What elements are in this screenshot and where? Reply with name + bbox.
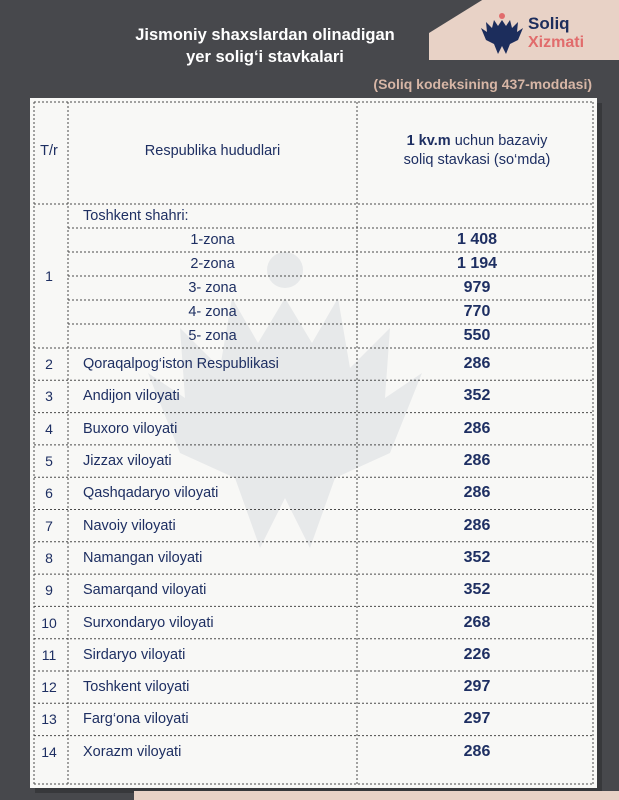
title-line-1: Jismoniy shaxslardan olinadigan — [135, 26, 395, 44]
region-rate: 286 — [463, 452, 491, 470]
region-rate: 352 — [463, 548, 491, 566]
region-name: Buxoro viloyati — [83, 420, 178, 437]
row-number: 13 — [41, 711, 57, 728]
row-number: 9 — [45, 582, 53, 599]
row-number: 2 — [45, 356, 53, 373]
row-number: 12 — [41, 679, 57, 696]
zone-name: 5- zona — [188, 328, 237, 344]
row-number: 8 — [45, 549, 53, 566]
logo-word-xizmati: Xizmati — [528, 34, 585, 51]
region-name: Xorazm viloyati — [83, 743, 182, 760]
region-rate: 286 — [463, 742, 491, 760]
row-number: 7 — [45, 517, 53, 534]
page-title — [95, 24, 435, 68]
region-name: Qashqadaryo viloyati — [83, 485, 219, 502]
region-name: Sirdaryo viloyati — [83, 646, 186, 663]
region-rate: 352 — [463, 581, 491, 599]
region-name: Qoraqalpog‘iston Respublikasi — [83, 356, 279, 373]
region-rate: 352 — [463, 387, 491, 405]
zone-rate: 550 — [463, 327, 491, 344]
zone-rate: 770 — [463, 303, 491, 320]
header-rate-unit: 1 kv.m — [406, 133, 451, 149]
bottom-decoration — [134, 791, 619, 800]
row-number: 14 — [41, 743, 57, 760]
header-rate-line-1 — [404, 132, 551, 151]
region-rate: 297 — [463, 710, 491, 728]
header-number: T/r — [40, 142, 58, 159]
rates-table — [30, 98, 597, 788]
zone-name: 3- zona — [188, 280, 237, 296]
region-name-tashkent: Toshkent shahri: — [83, 208, 189, 224]
header-rate-line-2: soliq stavkasi (so‘mda) — [403, 152, 551, 168]
logo-word-soliq: Soliq — [528, 14, 570, 33]
region-name: Andijon viloyati — [83, 388, 180, 405]
row-number: 5 — [45, 453, 53, 470]
row-number-tashkent: 1 — [45, 268, 53, 284]
region-name: Farg‘ona viloyati — [83, 711, 189, 728]
row-number: 6 — [45, 485, 53, 502]
zone-rate: 1 194 — [456, 255, 498, 272]
page-subtitle: (Soliq kodeksining 437-moddasi) — [373, 76, 592, 92]
region-rate: 226 — [463, 645, 491, 663]
row-number: 3 — [45, 388, 53, 405]
eagle-icon — [480, 10, 524, 58]
zone-name: 1-zona — [190, 232, 235, 248]
region-rate: 286 — [463, 419, 491, 437]
region-rate: 286 — [463, 484, 491, 502]
title-line-2: yer solig‘i stavkalari — [186, 48, 344, 66]
region-name: Toshkent viloyati — [83, 679, 190, 696]
header-rate — [357, 98, 597, 204]
region-name: Namangan viloyati — [83, 549, 203, 566]
zone-rate: 979 — [463, 279, 491, 296]
header-rate-rest: uchun bazaviy — [454, 133, 548, 149]
region-rate: 286 — [463, 516, 491, 534]
region-name: Samarqand viloyati — [83, 582, 207, 599]
region-rate: 297 — [463, 678, 491, 696]
region-name: Jizzax viloyati — [83, 453, 172, 470]
header-region: Respublika hududlari — [144, 142, 281, 159]
zone-name: 4- zona — [188, 304, 237, 320]
region-name: Navoiy viloyati — [83, 517, 176, 534]
zone-rate: 1 408 — [456, 231, 498, 248]
region-rate: 286 — [463, 355, 491, 373]
row-number: 10 — [41, 614, 57, 631]
zone-name: 2-zona — [190, 256, 235, 272]
soliq-xizmati-logo — [480, 10, 605, 60]
region-rate: 268 — [463, 613, 491, 631]
region-name: Surxondaryo viloyati — [83, 614, 214, 631]
row-number: 11 — [41, 646, 57, 663]
row-number: 4 — [45, 420, 53, 437]
